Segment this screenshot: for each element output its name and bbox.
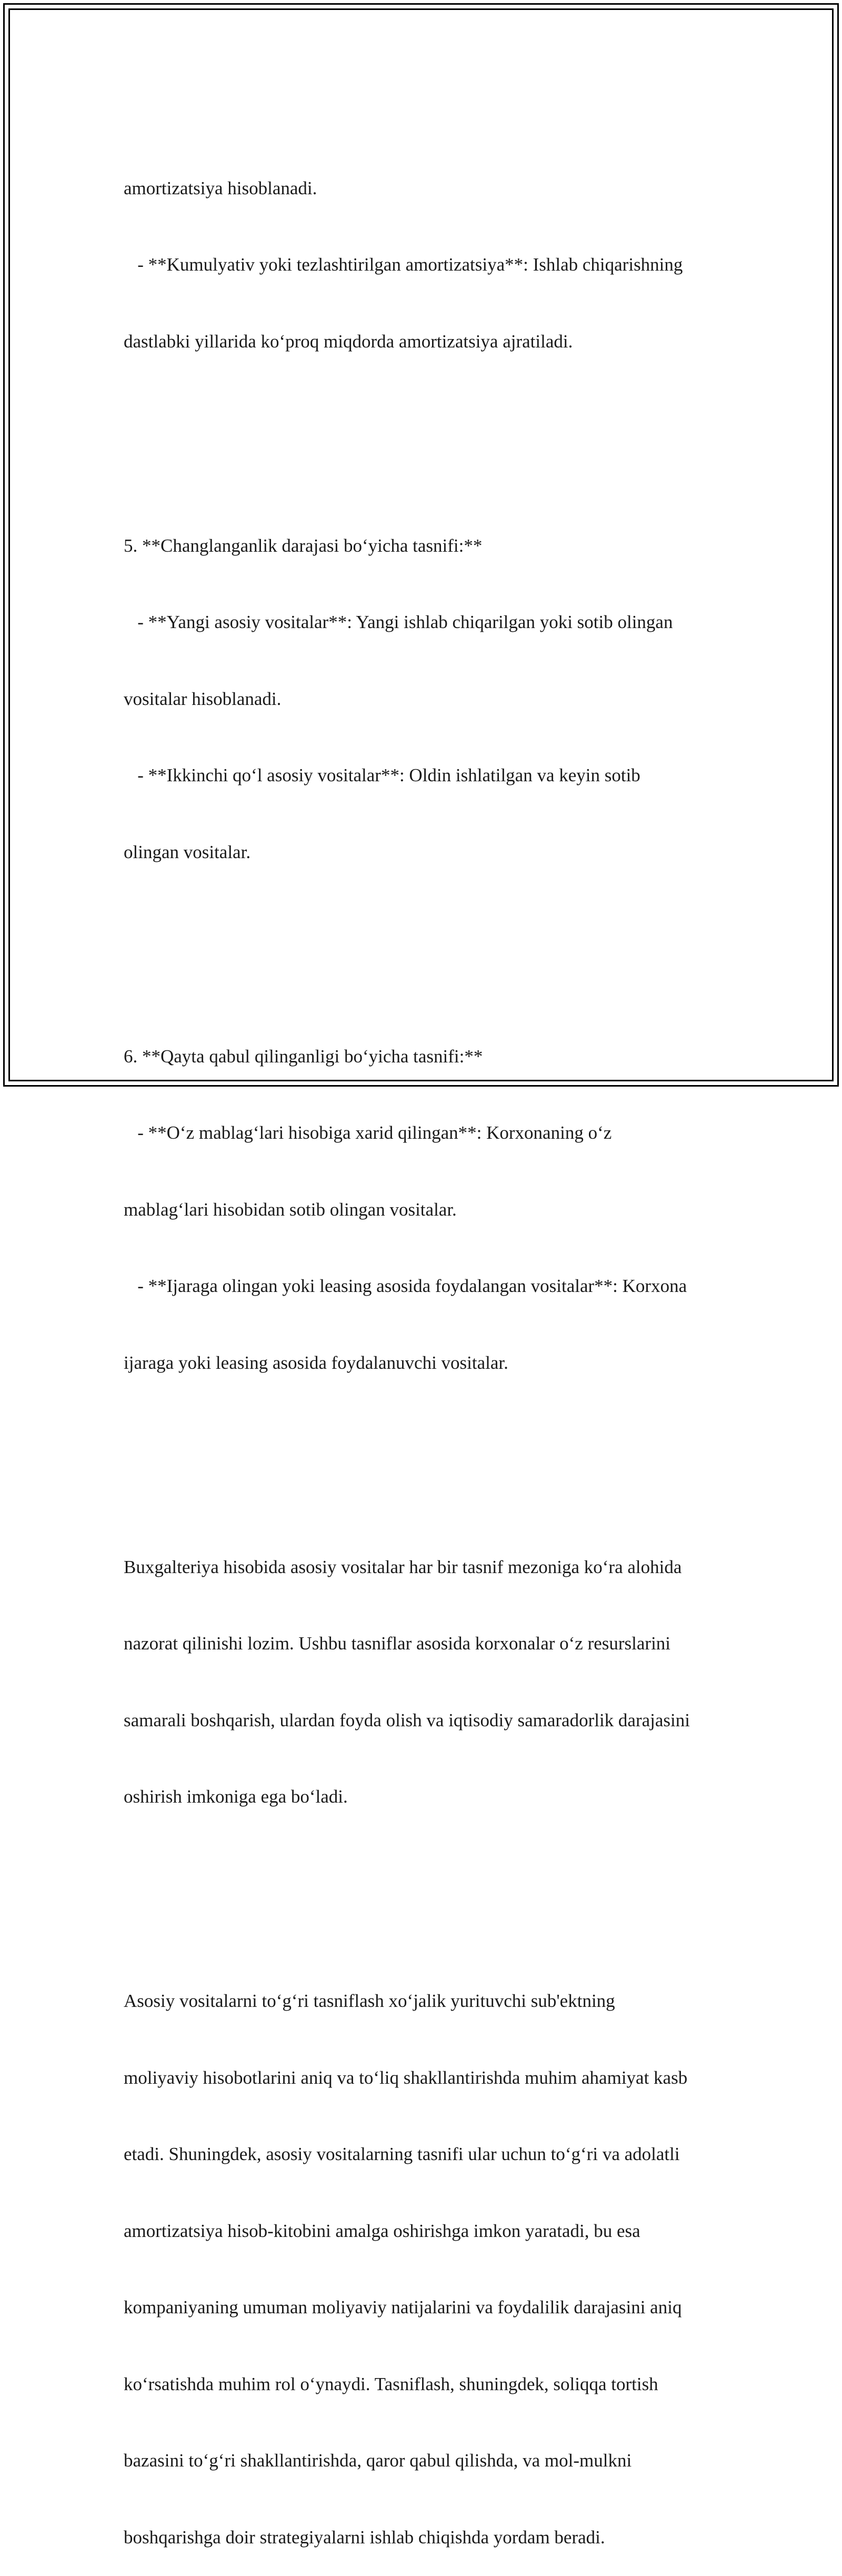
text-line: - **Kumulyativ yoki tezlashtirilgan amortizatsiya**: Ishlab chiqarishning <box>124 254 683 275</box>
section-heading: 6. **Qayta qabul qilinganligi bo‘yicha tasnifi:** <box>124 1046 483 1067</box>
text-line: dastlabki yillarida ko‘proq miqdorda amortizatsiya ajratiladi. <box>124 331 573 352</box>
paragraph-gap <box>124 405 724 431</box>
paragraph-gap <box>124 916 724 942</box>
text-line: oshirish imkoniga ega bo‘ladi. <box>124 1786 348 1807</box>
text-line: Buxgalteriya hisobida asosiy vositalar har bir tasnif mezoniga ko‘ra alohida <box>124 1556 682 1577</box>
text-line: mablag‘lari hisobidan sotib olingan vositalar. <box>124 1199 457 1220</box>
text-line: vositalar hisoblanadi. <box>124 688 282 709</box>
text-line: etadi. Shuningdek, asosiy vositalarning tasnifi ular uchun to‘g‘ri va adolatli <box>124 2144 680 2164</box>
text-line: moliyaviy hisobotlarini aniq va to‘liq shakllantirishda muhim ahamiyat kasb <box>124 2067 688 2088</box>
text-line: ko‘rsatishda muhim rol o‘ynaydi. Tasniflash, shuningdek, soliqqa tortish <box>124 2373 658 2394</box>
text-line: Asosiy vositalarni to‘g‘ri tasniflash xo‘jalik yurituvchi sub'ektning <box>124 1991 615 2011</box>
document-body <box>124 99 724 2576</box>
text-line: kompaniyaning umuman moliyaviy natijalarini va foydalilik darajasini aniq <box>124 2297 682 2318</box>
text-line: nazorat qilinishi lozim. Ushbu tasniflar asosida korxonalar o‘z resurslarini <box>124 1633 671 1654</box>
section-heading: 5. **Changlanganlik darajasi bo‘yicha tasnifi:** <box>124 535 483 556</box>
text-line: boshqarishga doir strategiyalarni ishlab chiqishda yordam beradi. <box>124 2527 605 2548</box>
text-line: - **O‘z mablag‘lari hisobiga xarid qilingan**: Korxonaning o‘z <box>124 1122 612 1143</box>
text-line: - **Ikkinchi qo‘l asosiy vositalar**: Oldin ishlatilgan va keyin sotib <box>124 765 640 785</box>
text-line: olingan vositalar. <box>124 841 251 862</box>
text-line: samarali boshqarish, ulardan foyda olish va iqtisodiy samaradorlik darajasini <box>124 1709 690 1730</box>
text-line: amortizatsiya hisoblanadi. <box>124 177 317 198</box>
text-line: - **Ijaraga olingan yoki leasing asosida foydalangan vositalar**: Korxona <box>124 1276 687 1296</box>
text-line: - **Yangi asosiy vositalar**: Yangi ishlab chiqarilgan yoki sotib olingan <box>124 612 673 632</box>
text-line: ijaraga yoki leasing asosida foydalanuvchi vositalar. <box>124 1352 508 1373</box>
text-line: amortizatsiya hisob-kitobini amalga oshirishga imkon yaratadi, bu esa <box>124 2220 640 2241</box>
text-line: bazasini to‘g‘ri shakllantirishda, qaror qabul qilishda, va mol-mulkni <box>124 2450 632 2471</box>
paragraph-gap <box>124 1861 724 1887</box>
paragraph-gap <box>124 1427 724 1453</box>
